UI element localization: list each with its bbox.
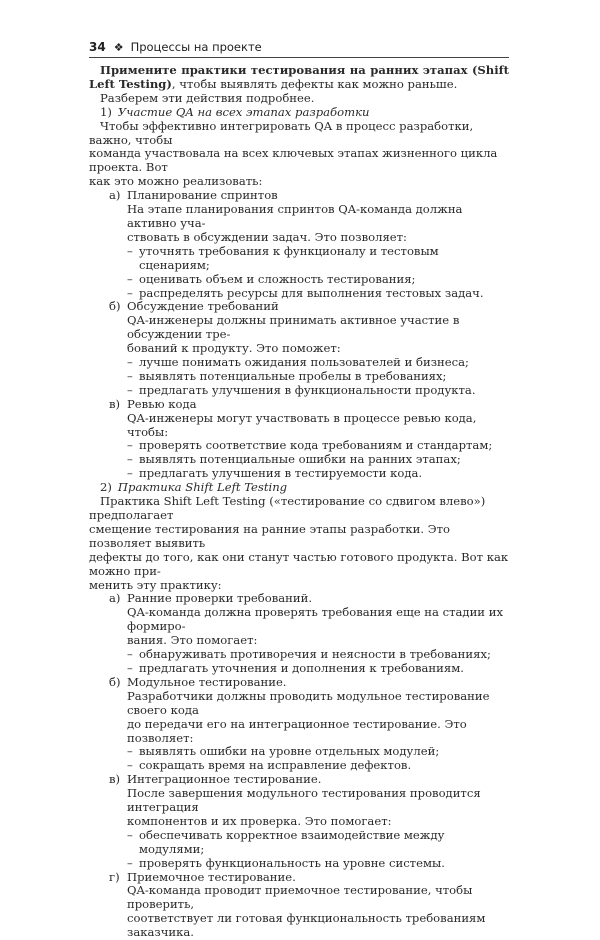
s2-item-a-title: Ранние проверки требований. [127,591,313,606]
list-item: – проверять функциональность на уровне системы. [127,855,445,870]
s2-b-line-2: до передачи его на интеграционное тестирование. Это позволяет: [127,716,467,745]
list-item: – предлагать улучшения в функциональности продукта. [127,382,476,397]
s2-c-line-1: После завершения модульного тестирования проводится интеграция [127,786,481,815]
list-item: – уточнять требования к функционалу и тестовым сценариям; [127,243,439,272]
s1-b-line-2: бований к продукту. Это поможет: [127,341,341,356]
section-1-para-l3: как это можно реализовать: [89,174,263,189]
s1-a-line-1: На этапе планирования спринтов QA-команда должна активно уча- [127,202,463,230]
list-item: – сокращать время на исправление дефектов. [127,758,412,773]
list-item: – распределять ресурсы для выполнения тестовых задач. [127,285,484,300]
intro-paragraph [89,64,509,92]
page-body [89,64,509,940]
s2-a-line-1: QA-команда должна проверять требования еще на стадии их формиро- [127,605,503,634]
s2-item-b-title: Модульное тестирование. [127,674,287,689]
s1-item-c: в) Ревью кода [109,396,197,411]
s2-item-d: г) Приемочное тестирование. [109,869,296,884]
s2-d-line-2: соответствует ли готовая функциональность требованиям заказчика. [127,911,486,940]
list-item: – обнаруживать противоречия и неясности в требованиях; [127,647,491,662]
intro-rest: , чтобы выявлять дефекты как можно раньше. [171,76,458,91]
s2-d-line-1: QA-команда проводит приемочное тестирование, чтобы проверить, [127,883,473,912]
s2-a-line-2: вания. Это помогает: [127,633,258,648]
list-item: – выявлять ошибки на уровне отдельных модулей; [127,744,440,759]
list-item: – оценивать объем и сложность тестирования; [127,271,416,286]
s1-b-line-1: QA-инженеры должны принимать активное участие в обсуждении тре- [127,313,460,342]
s2-c-line-2: компонентов и их проверка. Это помогает: [127,813,392,828]
list-item: – лучше понимать ожидания пользователей и бизнеса; [127,355,469,370]
section-2-para-l1: Практика Shift Left Testing («тестирование со сдвигом влево») предполагает [89,494,486,522]
intro-sub: Разберем эти действия подробнее. [100,90,315,105]
page-number: 34 [89,40,106,55]
section-2-para-l2: смещение тестирования на ранние этапы разработки. Это позволяет выявить [89,521,451,550]
list-item: – выявлять потенциальные ошибки на ранних этапах; [127,452,461,467]
section-1-para-l1: Чтобы эффективно интегрировать QA в процесс разработки, важно, чтобы [89,118,474,147]
running-header [89,39,509,57]
list-item: – выявлять потенциальные пробелы в требованиях; [127,368,447,383]
section-1-heading: 1) Участие QA на всех этапах разработки [100,104,370,119]
section-1-para-l2: команда участвовала на всех ключевых этапах жизненного цикла проекта. Вот [89,146,498,175]
list-item: – предлагать улучшения в тестируемости кода. [127,466,423,481]
list-item: – проверять соответствие кода требованиям и стандартам; [127,438,493,453]
section-title: Процессы на проекте [130,40,262,55]
section-1-title: Участие QA на всех этапах разработки [117,104,370,119]
list-item: – предлагать уточнения и дополнения к требованиям. [127,660,464,675]
s1-item-b: б) Обсуждение требований [109,299,279,314]
s1-item-a: а) Планирование спринтов [109,188,278,203]
s2-item-a: а) Ранние проверки требований. [109,591,313,606]
header-rule [89,57,509,58]
s1-item-c-title: Ревью кода [127,396,197,411]
intro-bold: Примените практики тестирования на ранних этапах (Shift Left Testing) [89,63,509,91]
s1-item-a-title: Планирование спринтов [127,188,278,203]
section-2-heading: 2) Практика Shift Left Testing [100,480,288,495]
s1-a-line-2: ствовать в обсуждении задач. Это позволяет: [127,229,407,244]
s1-item-b-title: Обсуждение требований [127,299,279,314]
list-item: – обеспечивать корректное взаимодействие между модулями; [127,827,445,856]
s2-item-c-title: Интеграционное тестирование. [127,772,322,787]
s2-b-line-1: Разработчики должны проводить модульное тестирование своего кода [127,688,490,717]
section-2-para-l4: менить эту практику: [89,577,222,592]
section-2-title: Практика Shift Left Testing [117,480,288,495]
s2-item-c: в) Интеграционное тестирование. [109,772,322,787]
s1-c-line-1: QA-инженеры могут участвовать в процессе ревью кода, чтобы: [127,410,477,439]
s2-item-d-title: Приемочное тестирование. [127,869,296,884]
section-2-para-l3: дефекты до того, как они станут частью готового продукта. Вот как можно при- [89,549,509,578]
diamond-separator-icon: ❖ [113,41,124,55]
s2-item-b: б) Модульное тестирование. [109,674,287,689]
